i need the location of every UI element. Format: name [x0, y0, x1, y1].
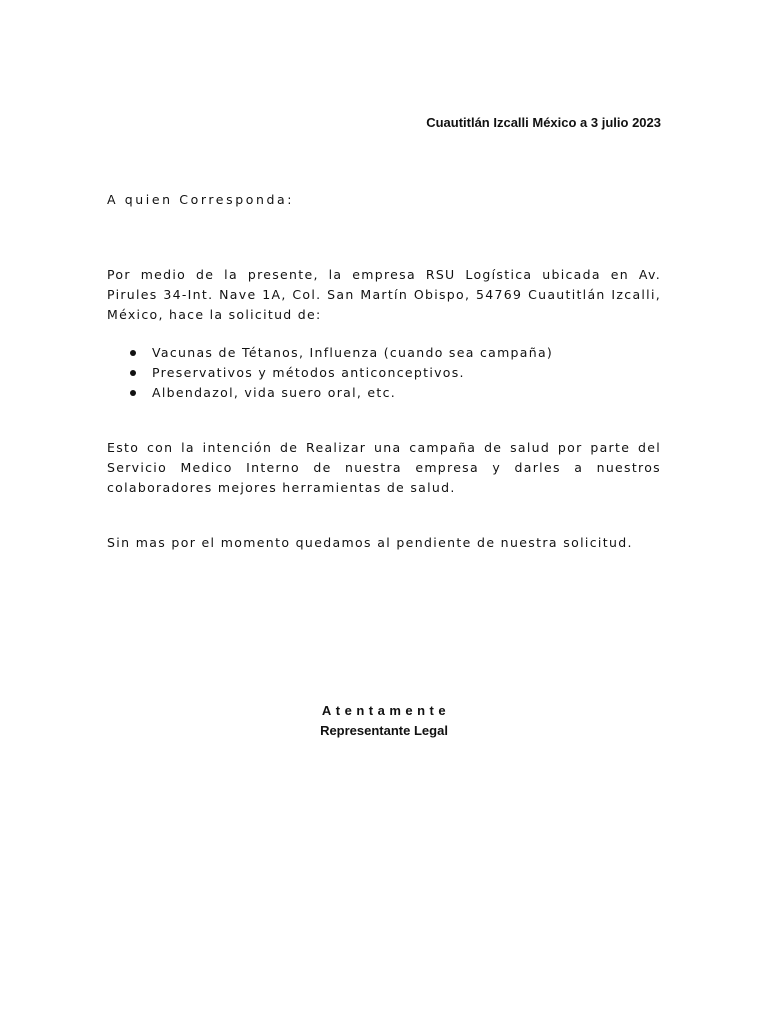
list-item: [130, 343, 553, 363]
list-item-text: Vacunas de Tétanos, Influenza (cuando sea campaña): [152, 345, 554, 360]
closing-paragraph: Sin mas por el momento quedamos al pendiente de nuestra solicitud.: [107, 535, 633, 550]
closing-salutation: Atentamente: [321, 703, 451, 718]
list-item: [130, 383, 553, 403]
bullet-icon: [130, 390, 136, 396]
list-item: [130, 363, 553, 383]
list-item-text: Albendazol, vida suero oral, etc.: [152, 385, 397, 400]
intro-paragraph: Por medio de la presente, la empresa RSU Logística ubicada en Av. Pirules 34-Int. Nave 1A, Col. San Martín Obispo, 54769 Cuautitlán Izcalli, México, hace la solicitud de:: [107, 267, 661, 322]
requested-items-list: [130, 343, 553, 403]
purpose-paragraph: Esto con la intención de Realizar una campaña de salud por parte del Servicio Medico Interno de nuestra empresa y darles a nuestros colaboradores mejores herramientas de salud.: [107, 440, 661, 495]
bullet-icon: [130, 370, 136, 376]
bullet-icon: [130, 350, 136, 356]
greeting: A quien Corresponda:: [107, 192, 295, 207]
signer-title: Representante Legal: [320, 723, 448, 738]
date-line: Cuautitlán Izcalli México a 3 julio 2023: [426, 115, 661, 130]
list-item-text: Preservativos y métodos anticonceptivos.: [152, 365, 465, 380]
